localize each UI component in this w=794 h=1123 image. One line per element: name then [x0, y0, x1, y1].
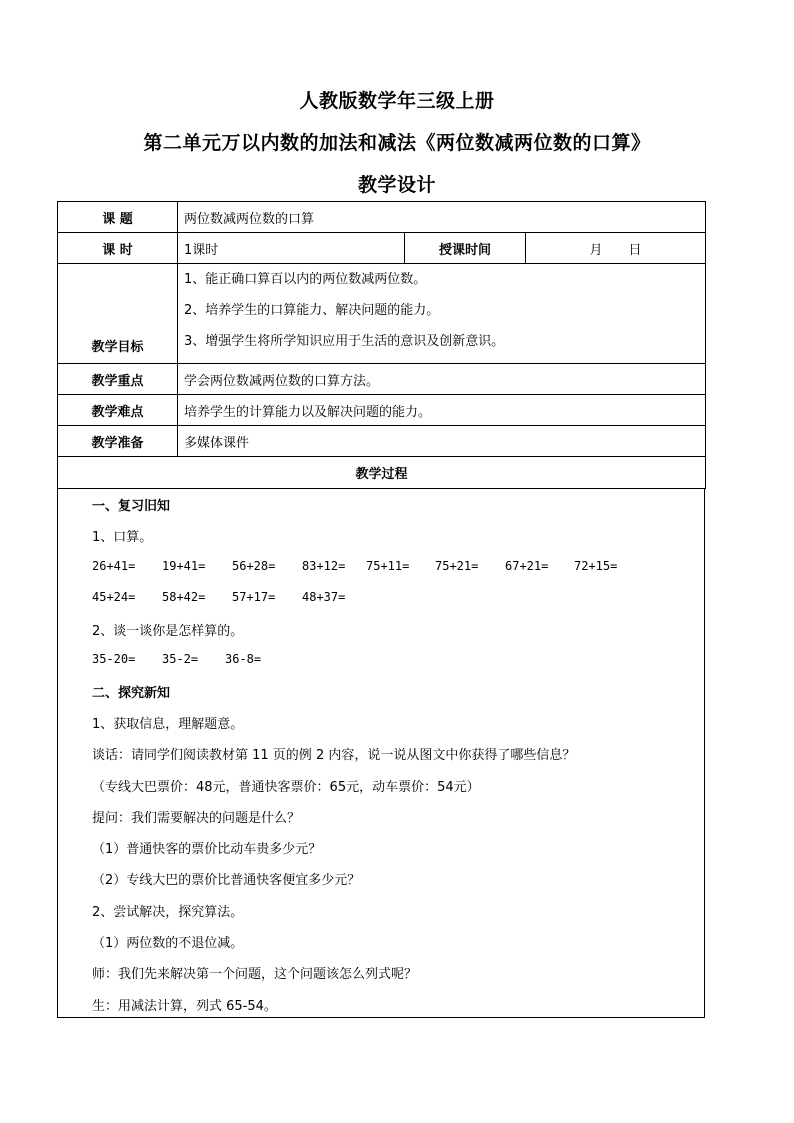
- equation: 57+17=: [232, 590, 276, 604]
- goal-item: 2、培养学生的口算能力、解决问题的能力。: [184, 303, 440, 318]
- teaching-process: [57, 488, 705, 1018]
- focus-row: [58, 364, 706, 395]
- equation: 26+41=: [92, 559, 136, 573]
- time-label: 授课时间: [405, 233, 526, 264]
- prep-value: 多媒体课件: [178, 426, 706, 457]
- question-2: （2）专线大巴的票价比普通快客便宜多少元？: [92, 873, 361, 888]
- sub-item-1: （1）两位数的不退位减。: [92, 936, 244, 951]
- section-review-heading: 一、复习旧知: [92, 499, 171, 514]
- review-item-2: 2、谈一谈你是怎样算的。: [92, 624, 244, 639]
- equation: 45+24=: [92, 590, 136, 604]
- equation: 72+15=: [574, 559, 618, 573]
- goals-row: [58, 264, 706, 364]
- topic-value: 两位数减两位数的口算: [178, 202, 706, 233]
- topic-row: [58, 202, 706, 233]
- time-value: 月 日: [526, 233, 706, 264]
- equation: 35-2=: [162, 652, 199, 666]
- teacher-line: 师：我们先来解决第一个问题，这个问题该怎么列式呢？: [92, 967, 418, 982]
- equation: 19+41=: [162, 559, 206, 573]
- period-label: 课 时: [58, 233, 178, 264]
- student-line: 生：用减法计算，列式 65-54。: [92, 999, 277, 1014]
- goals-label: 教学目标: [58, 264, 178, 364]
- prep-label: 教学准备: [58, 426, 178, 457]
- difficulty-value: 培养学生的计算能力以及解决问题的能力。: [178, 395, 706, 426]
- document-heading: 教学设计: [357, 174, 436, 196]
- difficulty-row: [58, 395, 706, 426]
- prep-row: [58, 426, 706, 457]
- document-title: 人教版数学年三级上册: [299, 90, 495, 112]
- lesson-info-table: [57, 201, 706, 489]
- focus-label: 教学重点: [58, 364, 178, 395]
- goal-item: 3、增强学生将所学知识应用于生活的意识及创新意识。: [184, 334, 505, 349]
- review-item-1: 1、口算。: [92, 530, 153, 545]
- section-explore-heading: 二、探究新知: [92, 686, 171, 701]
- equation: 58+42=: [162, 590, 206, 604]
- equation: 48+37=: [302, 590, 346, 604]
- goals-list: [178, 264, 706, 364]
- equation: 75+21=: [435, 559, 479, 573]
- period-row: [58, 233, 706, 264]
- period-value: 1课时: [178, 233, 405, 264]
- goal-item: 1、能正确口算百以内的两位数减两位数。: [184, 272, 427, 287]
- explore-item-1: 1、获取信息，理解题意。: [92, 717, 244, 732]
- equation: 83+12=: [302, 559, 346, 573]
- equation: 35-20=: [92, 652, 136, 666]
- equation: 56+28=: [232, 559, 276, 573]
- question-1: （1）普通快客的票价比动车贵多少元？: [92, 842, 322, 857]
- equation: 67+21=: [505, 559, 549, 573]
- question-text: 提问：我们需要解决的问题是什么？: [92, 811, 301, 826]
- explore-item-2: 2、尝试解决，探究算法。: [92, 905, 244, 920]
- difficulty-label: 教学难点: [58, 395, 178, 426]
- equation: 75+11=: [366, 559, 410, 573]
- price-info: （专线大巴票价：48元，普通快客票价：65元，动车票价：54元）: [92, 780, 480, 795]
- equation: 36-8=: [225, 652, 262, 666]
- talk-text: 谈话：请同学们阅读教材第 11 页的例 2 内容，说一说从图文中你获得了哪些信息？: [92, 748, 576, 763]
- focus-value: 学会两位数减两位数的口算方法。: [178, 364, 706, 395]
- process-header-row: [58, 457, 706, 489]
- process-label: 教学过程: [58, 457, 706, 489]
- document-subtitle: 第二单元万以内数的加法和减法《两位数减两位数的口算》: [143, 132, 651, 154]
- topic-label: 课 题: [58, 202, 178, 233]
